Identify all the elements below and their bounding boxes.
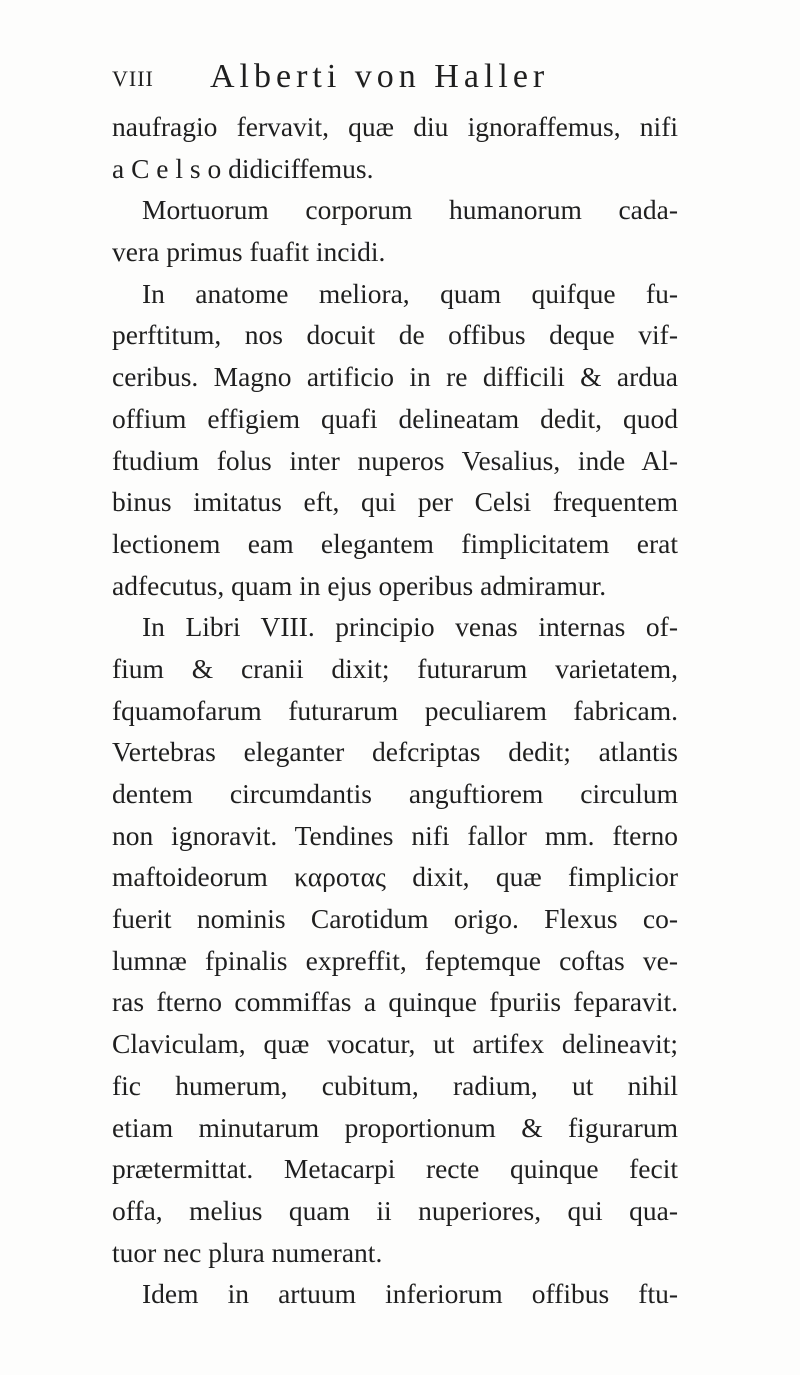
running-head <box>112 58 672 96</box>
text-line: perftitum, nos docuit de offibus deque vif- <box>112 319 678 351</box>
text-line: In anatome meliora, quam quifque fu- <box>142 277 678 309</box>
running-title: Alberti von Haller <box>210 58 550 95</box>
text-line: Idem in artuum inferiorum offibus ftu- <box>142 1278 678 1310</box>
page-number: VIII <box>112 66 154 91</box>
text-line: fquamofarum futurarum peculiarem fabricam. <box>112 694 678 726</box>
text-line: Mortuorum corporum humanorum cada- <box>142 194 678 226</box>
text-line: dentem circumdantis anguftiorem circulum <box>112 778 678 809</box>
text-line: offium effigiem quafi delineatam dedit, quod <box>112 402 678 434</box>
text-line: offa, melius quam ii nuperiores, qui qua- <box>112 1194 678 1226</box>
text-line: etiam minutarum proportionum & figurarum <box>112 1111 678 1143</box>
body-text <box>112 106 678 1315</box>
text-line: vera primus fuafit incidi. <box>112 236 386 268</box>
text-line: a C e l s o didiciffemus. <box>112 152 374 184</box>
text-line: Vertebras eleganter defcriptas dedit; atlantis <box>112 736 678 768</box>
text-line: ftudium folus inter nuperos Vesalius, inde Al- <box>112 444 678 476</box>
text-line: In Libri VIII. principio venas internas of- <box>142 611 678 643</box>
text-line: tuor nec plura numerant. <box>112 1236 383 1268</box>
text-line: lectionem eam elegantem fimplicitatem erat <box>112 527 678 559</box>
text-line: naufragio fervavit, quæ diu ignoraffemus, nifi <box>112 111 678 142</box>
text-line: maftoideorum καροτας dixit, quæ fimplicior <box>112 861 678 893</box>
text-line: lumnæ fpinalis expreffit, feptemque coftas ve- <box>112 944 678 976</box>
text-line: ceribus. Magno artificio in re difficili & ardua <box>112 361 678 393</box>
text-line: non ignoravit. Tendines nifi fallor mm. fterno <box>112 819 678 851</box>
text-line: Claviculam, quæ vocatur, ut artifex delineavit; <box>112 1028 678 1060</box>
text-line: binus imitatus eft, qui per Celsi frequentem <box>112 486 678 518</box>
text-line: fic humerum, cubitum, radium, ut nihil <box>112 1069 678 1101</box>
text-line: adfecutus, quam in ejus operibus admiramur. <box>112 569 607 601</box>
text-line: ras fterno commiffas a quinque fpuriis feparavit. <box>112 986 678 1018</box>
text-line: fium & cranii dixit; futurarum varietatem, <box>112 652 678 684</box>
text-line: fuerit nominis Carotidum origo. Flexus co- <box>112 903 678 935</box>
text-line: prætermittat. Metacarpi recte quinque fecit <box>112 1153 678 1185</box>
